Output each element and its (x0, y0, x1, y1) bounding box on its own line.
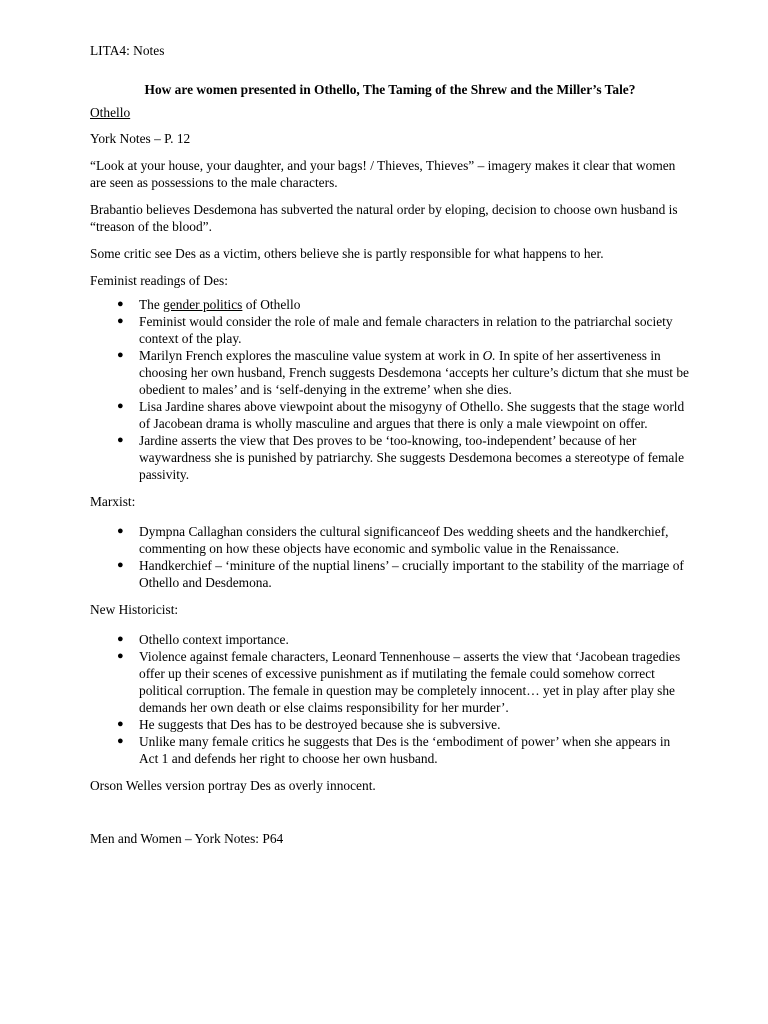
bullet-icon: ● (117, 434, 124, 446)
bullet-icon: ● (117, 525, 124, 537)
list-item-text: Violence against female characters, Leonard Tennenhouse – asserts the view that ‘Jacobean tragedies offer up their scenes of excessive punishment as if mutilating the female could somehow correct political corruption. The female in question may be completely innocent… yet in play after play she demands her own death or else claims responsibility for her murder’. (139, 649, 681, 715)
italic-othello-abbrev: O. (482, 348, 496, 363)
new-historicist-label: New Historicist: (90, 602, 179, 617)
gender-politics-link: gender politics (163, 297, 243, 312)
list-item (90, 347, 690, 398)
marxist-label: Marxist: (90, 494, 136, 509)
list-item-text: Lisa Jardine shares above viewpoint about the misogyny of Othello. She suggests that the stage world of Jacobean drama is wholly masculine and argues that there is only a male viewpoint on offer. (139, 399, 685, 431)
feminist-readings-list (90, 296, 690, 483)
bullet-icon: ● (117, 559, 124, 571)
bullet-icon: ● (117, 633, 124, 645)
marxist-list (90, 523, 690, 591)
section-heading-othello: Othello (90, 105, 131, 120)
bullet-icon: ● (117, 400, 124, 412)
list-item (90, 631, 690, 648)
document-header: LITA4: Notes (90, 43, 165, 58)
list-item-text: Handkerchief – ‘miniture of the nuptial linens’ – crucially important to the stability of the marriage of Othello and Desdemona. (139, 558, 684, 590)
list-item-text: of Othello (242, 297, 301, 312)
essay-question-title: How are women presented in Othello, The Taming of the Shrew and the Miller’s Tale? (144, 82, 636, 97)
list-item-text: The (139, 297, 164, 312)
york-notes-reference: York Notes – P. 12 (90, 131, 191, 146)
document-body (90, 42, 690, 857)
bullet-icon: ● (117, 650, 124, 662)
list-item-text: In spite of her assertiveness in choosing her own husband, French suggests Desdemona ‘accepts her culture’s dictum that she must be obedient to males’ and is ‘self-denying in the extreme’ when she dies. (139, 348, 690, 397)
list-item-text: Feminist would consider the role of male and female characters in relation to the patriarchal society context of the play. (139, 314, 673, 346)
list-item (90, 432, 690, 483)
bullet-icon: ● (117, 735, 124, 747)
list-item (90, 523, 690, 557)
list-item-text: Othello context importance. (139, 632, 289, 647)
paragraph-critics: Some critic see Des as a victim, others believe she is partly responsible for what happens to her. (90, 246, 604, 261)
paragraph-brabantio: Brabantio believes Desdemona has subverted the natural order by eloping, decision to choose own husband is “treason of the blood”. (90, 202, 678, 234)
list-item-text: Unlike many female critics he suggests that Des is the ‘embodiment of power’ when she appears in Act 1 and defends her right to choose her own husband. (139, 734, 671, 766)
list-item-text: Marilyn French explores the masculine value system at work in (139, 348, 483, 363)
list-item-text: Dympna Callaghan considers the cultural significanceof Des wedding sheets and the handkerchief, commenting on how these objects have economic and symbolic value in the Renaissance. (139, 524, 669, 556)
feminist-readings-label: Feminist readings of Des: (90, 273, 228, 288)
bullet-icon: ● (117, 718, 124, 730)
list-item-text: Jardine asserts the view that Des proves to be ‘too-knowing, too-independent’ because of her waywardness she is punished by patriarchy. She suggests Desdemona becomes a stereotype of female passivity. (139, 433, 685, 482)
list-item (90, 648, 690, 716)
list-item (90, 733, 690, 767)
list-item (90, 296, 690, 313)
men-and-women-heading: Men and Women – York Notes: P64 (90, 831, 284, 846)
blank-line (90, 804, 690, 830)
list-item (90, 557, 690, 591)
list-item (90, 398, 690, 432)
bullet-icon: ● (117, 298, 124, 310)
new-historicist-list (90, 631, 690, 767)
list-item (90, 716, 690, 733)
list-item (90, 313, 690, 347)
paragraph-orson-welles: Orson Welles version portray Des as overly innocent. (90, 778, 376, 793)
bullet-icon: ● (117, 349, 124, 361)
paragraph-possessions: “Look at your house, your daughter, and your bags! / Thieves, Thieves” – imagery makes it clear that women are seen as possessions to the male characters. (90, 158, 676, 190)
bullet-icon: ● (117, 315, 124, 327)
list-item-text: He suggests that Des has to be destroyed because she is subversive. (139, 717, 501, 732)
